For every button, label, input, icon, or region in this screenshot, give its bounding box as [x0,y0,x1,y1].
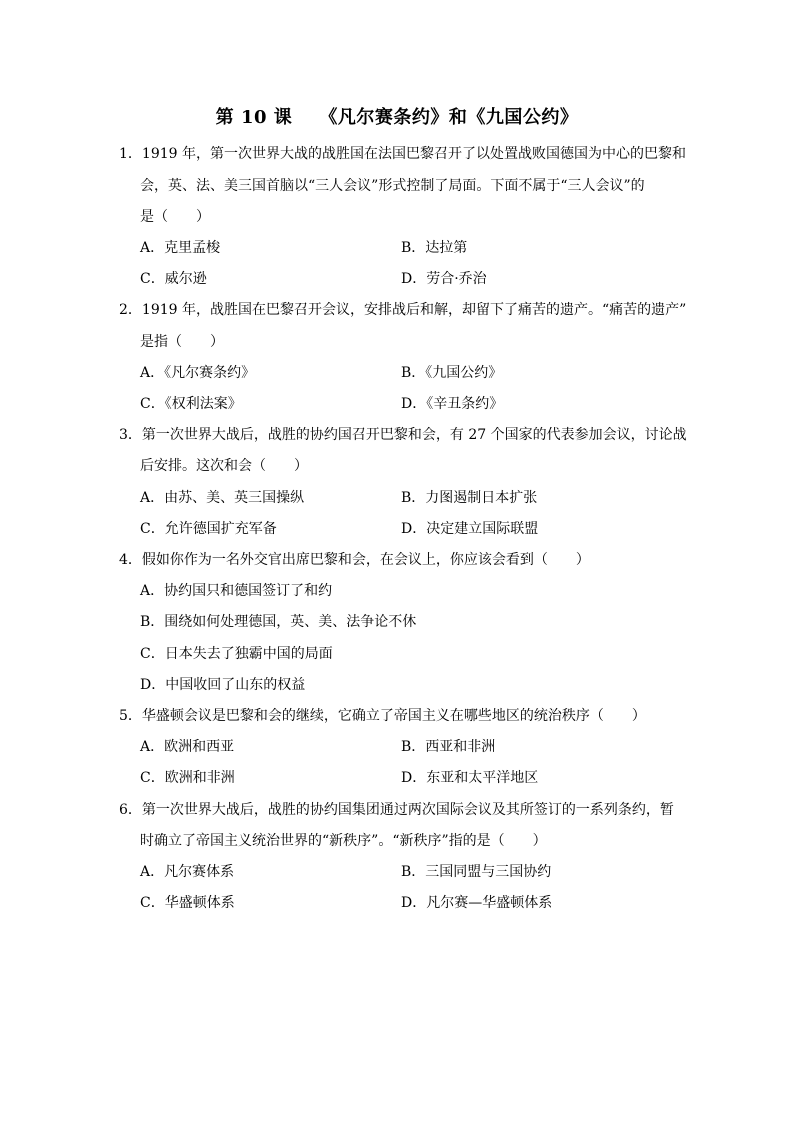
question-4-option-c: C．日本失去了独霸中国的局面 [140,646,333,662]
page-title: 第 10 课 《凡尔赛条约》和《九国公约》 [215,107,579,128]
question-5-option-d: D．东亚和太平洋地区 [401,770,539,786]
question-3-stem-line-2: 后安排。这次和会（ ） [140,458,308,474]
question-6-option-c: C．华盛顿体系 [140,895,235,911]
question-3-option-c: C．允许德国扩充军备 [140,521,277,537]
question-1-stem-line-3: 是（ ） [140,209,210,225]
question-4-option-a: A．协约国只和德国签订了和约 [140,583,333,599]
question-1-option-c: C．威尔逊 [140,271,207,287]
question-6-option-b: B．三国同盟与三国协约 [401,864,552,880]
question-3-stem-line-1: 3．第一次世界大战后，战胜的协约国召开巴黎和会，有 27 个国家的代表参加会议，讨论战 [119,427,687,443]
question-5-stem-line-1: 5．华盛顿会议是巴黎和会的继续，它确立了帝国主义在哪些地区的统治秩序（ ） [119,708,646,724]
question-1-option-a: A．克里孟梭 [140,240,221,256]
question-1-stem-line-1: 1．1919 年，第一次世界大战的战胜国在法国巴黎召开了以处置战败国德国为中心的巴黎和 [119,146,686,162]
question-4-stem-line-1: 4．假如你作为一名外交官出席巴黎和会，在会议上，你应该会看到（ ） [119,552,590,568]
question-5-option-c: C．欧洲和非洲 [140,770,235,786]
question-3-option-a: A．由苏、美、英三国操纵 [140,490,305,506]
question-3-option-d: D．决定建立国际联盟 [401,521,539,537]
question-6-stem-line-2: 时确立了帝国主义统治世界的“新秩序”。“新秩序”指的是（ ） [140,833,547,849]
question-4-option-d: D．中国收回了山东的权益 [140,677,306,693]
question-6-stem-line-1: 6．第一次世界大战后，战胜的协约国集团通过两次国际会议及其所签订的一系列条约，暂 [119,802,674,818]
question-2-option-d: D．《辛丑条约》 [401,396,504,412]
question-2-option-a: A．《凡尔赛条约》 [140,365,256,381]
question-4-option-b: B．围绕如何处理德国，英、美、法争论不休 [140,614,417,630]
question-1-option-d: D．劳合·乔治 [401,271,487,287]
question-2-option-c: C．《权利法案》 [140,396,242,412]
question-6-option-a: A．凡尔赛体系 [140,864,235,880]
question-5-option-b: B．西亚和非洲 [401,739,496,755]
question-2-option-b: B．《九国公约》 [401,365,503,381]
question-2-stem-line-2: 是指（ ） [140,334,224,350]
question-6-option-d: D．凡尔赛—华盛顿体系 [401,895,553,911]
question-5-option-a: A．欧洲和西亚 [140,739,235,755]
question-3-option-b: B．力图遏制日本扩张 [401,490,538,506]
question-1-stem-line-2: 会，英、法、美三国首脑以“三人会议”形式控制了局面。下面不属于“三人会议”的 [140,178,645,194]
question-1-option-b: B．达拉第 [401,240,468,256]
question-2-stem-line-1: 2．1919 年，战胜国在巴黎召开会议，安排战后和解，却留下了痛苦的遗产。“痛苦的遗产” [119,302,687,318]
